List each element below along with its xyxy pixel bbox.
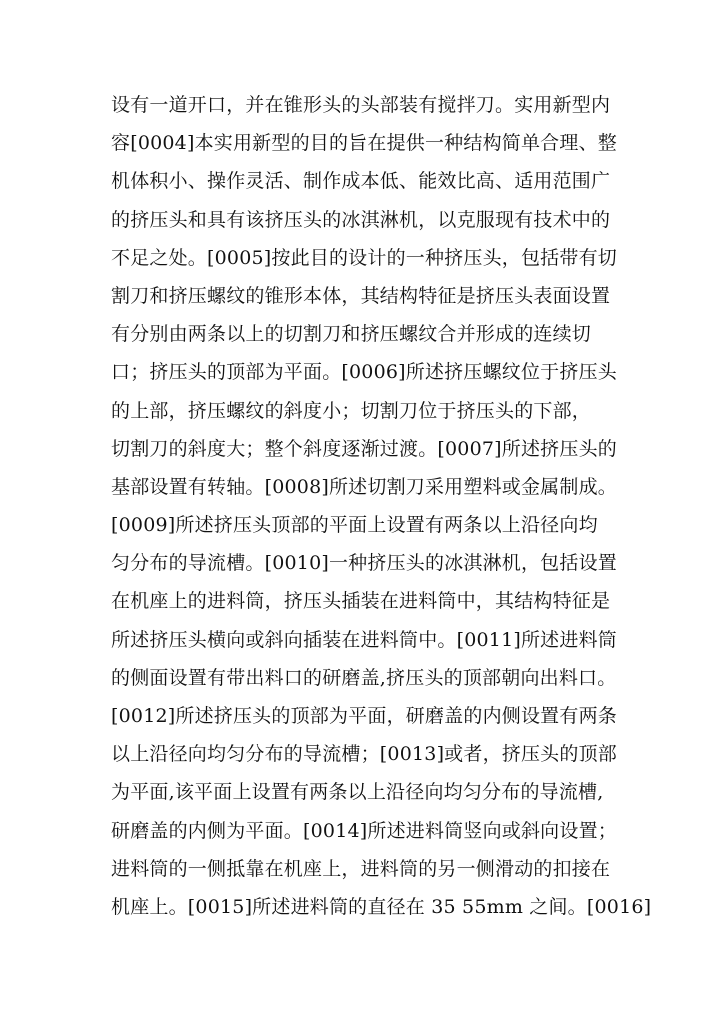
text-line: 的侧面设置有带出料口的研磨盖,挤压头的顶部朝向出料口。 <box>111 666 617 689</box>
text-line: 不足之处。[0005]按此目的设计的一种挤压头，包括带有切 <box>111 246 617 269</box>
text-line: 容[0004]本实用新型的目的旨在提供一种结构简单合理、整 <box>111 132 617 155</box>
text-line: 割刀和挤压螺纹的锥形本体，其结构特征是挤压头表面设置 <box>111 284 611 307</box>
text-line: [0012]所述挤压头的顶部为平面，研磨盖的内侧设置有两条 <box>111 705 617 727</box>
text-line: 口；挤压头的顶部为平面。[0006]所述挤压螺纹位于挤压头 <box>111 361 617 384</box>
text-line: 以上沿径向均匀分布的导流槽；[0013]或者，挤压头的顶部 <box>111 743 617 766</box>
text-line: 匀分布的导流槽。[0010]一种挤压头的冰淇淋机，包括设置 <box>111 552 617 575</box>
text-line: 机体积小、操作灵活、制作成本低、能效比高、适用范围广 <box>111 170 611 193</box>
text-line: 设有一道开口，并在锥形头的头部装有搅拌刀。实用新型内 <box>111 94 611 116</box>
text-line: 所述挤压头横向或斜向插装在进料筒中。[0011]所述进料筒 <box>111 628 617 651</box>
text-line: 切割刀的斜度大；整个斜度逐渐过渡。[0007]所述挤压头的 <box>111 437 617 460</box>
text-line: 的上部，挤压螺纹的斜度小；切割刀位于挤压头的下部， <box>111 399 592 422</box>
text-line: 有分别由两条以上的切割刀和挤压螺纹合并形成的连续切 <box>111 323 592 346</box>
text-line: 基部设置有转轴。[0008]所述切割刀采用塑料或金属制成。 <box>111 475 617 498</box>
text-line: 机座上。[0015]所述进料筒的直径在 35 55mm 之间。[0016] <box>111 895 652 918</box>
body-text <box>111 86 652 926</box>
text-line: 的挤压头和具有该挤压头的冰淇淋机，以克服现有技术中的 <box>111 208 611 231</box>
text-line: 为平面,该平面上设置有两条以上沿径向均匀分布的导流槽, <box>111 781 604 804</box>
text-line: 进料筒的一侧抵靠在机座上，进料筒的另一侧滑动的扣接在 <box>111 857 611 880</box>
text-line: [0009]所述挤压头顶部的平面上设置有两条以上沿径向均 <box>111 514 598 537</box>
text-line: 研磨盖的内侧为平面。[0014]所述进料筒竖向或斜向设置； <box>111 819 617 842</box>
text-line: 在机座上的进料筒，挤压头插装在进料筒中，其结构特征是 <box>111 590 611 613</box>
